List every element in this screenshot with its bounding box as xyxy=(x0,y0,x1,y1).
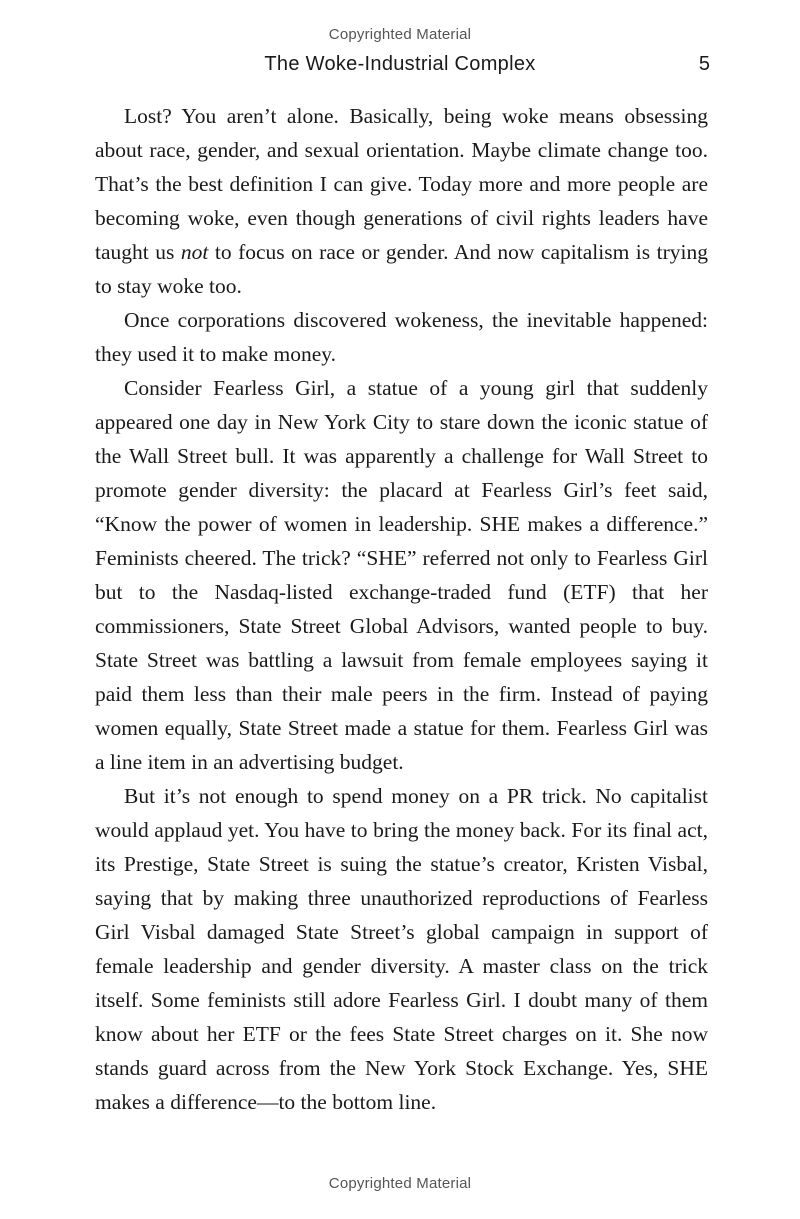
page-number: 5 xyxy=(698,53,710,75)
paragraph-3: Consider Fearless Girl, a statue of a young girl that suddenly appeared one day in New York City to stare down the iconic statue of the Wall Street bull. It was apparently a challenge for Wall Street to promote gender diversity: the placard at Fearless Girl’s feet said, “Know the power of women in leadership. SHE makes a difference.” Feminists cheered. The trick? “SHE” referred not only to Fearless Girl but to the Nasdaq-listed exchange-traded fund (ETF) that her commissioners, State Street Global Advisors, wanted people to buy. State Street was battling a lawsuit from female employees saying it paid them less than their male peers in the firm. Instead of paying women equally, State Street made a statue for them. Fearless Girl was a line item in an advertising budget. xyxy=(95,376,708,774)
paragraph-2: Once corporations discovered wokeness, the inevitable happened: they used it to make money. xyxy=(95,308,708,366)
paragraph-1-part-2: to focus on race or gender. And now capitalism is trying to stay woke too. xyxy=(95,240,708,298)
emphasis-not: not xyxy=(180,240,209,264)
paragraph-1 xyxy=(95,99,708,303)
paragraph-1-part-1: Lost? You aren’t alone. Basically, being woke means obsessing about race, gender, and sexual orientation. Maybe climate change too. That’s the best definition I can give. Today more and more people are becoming woke, even though generations of civil rights leaders have taught us xyxy=(95,104,708,264)
running-head xyxy=(0,53,800,79)
copyright-notice-bottom: Copyrighted Material xyxy=(328,1175,472,1192)
copyright-notice-top: Copyrighted Material xyxy=(328,26,472,43)
chapter-title: The Woke-Industrial Complex xyxy=(264,53,536,75)
paragraph-4: But it’s not enough to spend money on a PR trick. No capitalist would applaud yet. You have to bring the money back. For its final act, its Prestige, State Street is suing the statue’s creator, Kristen Visbal, saying that by making three unauthorized reproductions of Fearless Girl Visbal damaged State Street’s global campaign in support of female leadership and gender diversity. A master class on the trick itself. Some feminists still adore Fearless Girl. I doubt many of them know about her ETF or the fees State Street charges on it. She now stands guard across from the New York Stock Exchange. Yes, SHE makes a difference—to the bottom line. xyxy=(95,784,708,1114)
body-text xyxy=(95,99,708,1119)
